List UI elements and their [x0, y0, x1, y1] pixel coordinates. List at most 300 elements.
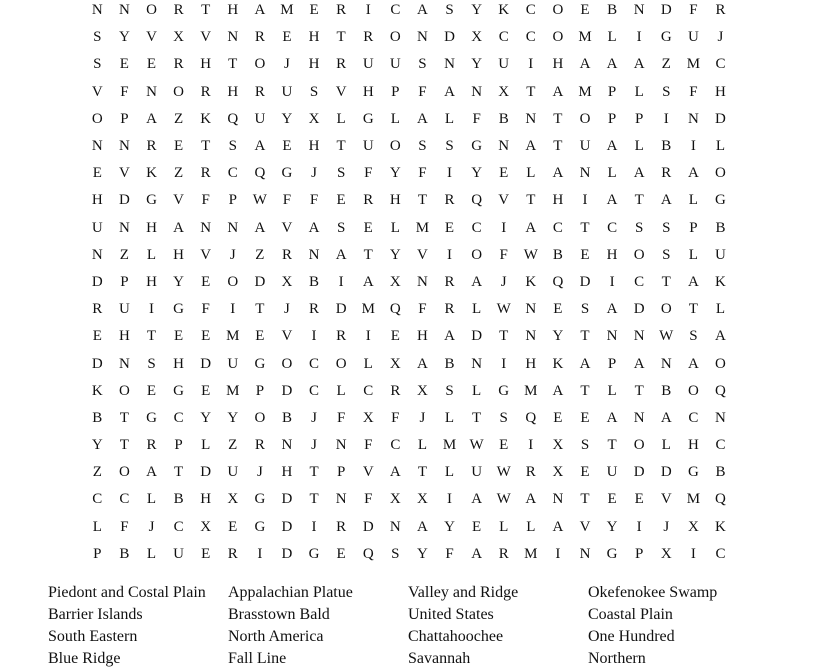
grid-letter: C	[471, 219, 483, 236]
grid-letter: A	[471, 273, 483, 290]
grid-letter: B	[92, 409, 103, 426]
grid-letter: L	[390, 110, 401, 127]
grid-letter: Q	[389, 301, 402, 318]
grid-letter: Z	[173, 165, 184, 182]
grid-letter: A	[579, 56, 591, 73]
grid-letter: K	[715, 518, 727, 535]
grid-letter: P	[635, 110, 644, 127]
grid-letter: J	[663, 518, 670, 535]
grid-letter: L	[634, 83, 645, 100]
grid-letter: O	[335, 355, 348, 372]
grid-letter: C	[363, 382, 374, 399]
grid-letter: T	[580, 219, 591, 236]
grid-letter: N	[227, 29, 239, 46]
grid-letter: U	[498, 56, 510, 73]
grid-letter: X	[687, 518, 700, 535]
grid-letter: I	[636, 518, 643, 535]
grid-letter: O	[687, 382, 700, 399]
grid-letter: S	[445, 138, 455, 155]
grid-letter: I	[609, 273, 616, 290]
grid-letter: A	[335, 246, 348, 263]
grid-letter: L	[146, 545, 157, 562]
grid-letter: E	[201, 382, 211, 399]
grid-row	[84, 459, 734, 486]
grid-letter: E	[499, 165, 509, 182]
grid-letter: A	[254, 219, 266, 236]
grid-letter: T	[634, 382, 645, 399]
grid-letter: B	[173, 491, 185, 508]
grid-letter: T	[580, 382, 591, 399]
grid-letter: A	[715, 328, 727, 345]
grid-letter: I	[311, 328, 318, 345]
grid-letter: S	[445, 2, 455, 19]
grid-letter: U	[118, 301, 131, 318]
grid-letter: O	[91, 110, 104, 127]
grid-letter: O	[715, 165, 727, 182]
grid-letter: Y	[471, 165, 483, 182]
grid-letter: G	[146, 409, 158, 426]
grid-letter: L	[607, 29, 618, 46]
grid-letter: H	[118, 328, 131, 345]
grid-letter: D	[579, 273, 591, 290]
grid-letter: L	[336, 382, 347, 399]
grid-row	[84, 133, 734, 160]
grid-letter: K	[715, 273, 727, 290]
grid-letter: I	[663, 110, 670, 127]
grid-letter: P	[174, 437, 184, 454]
grid-letter: I	[555, 545, 561, 562]
grid-letter: N	[227, 219, 239, 236]
grid-letter: M	[226, 382, 240, 399]
grid-letter: L	[201, 437, 211, 454]
grid-letter: N	[687, 110, 700, 127]
grid-letter: A	[146, 464, 158, 481]
grid-letter: Q	[715, 491, 727, 508]
grid-letter: V	[417, 246, 429, 263]
grid-letter: P	[336, 464, 346, 481]
grid-letter: D	[660, 464, 673, 481]
grid-letter: J	[284, 301, 291, 318]
grid-letter: J	[717, 29, 724, 46]
grid-row	[84, 269, 734, 296]
grid-letter: N	[389, 518, 402, 535]
grid-letter: T	[607, 437, 618, 454]
grid-letter: T	[472, 409, 482, 426]
grid-letter: P	[228, 192, 238, 209]
grid-letter: N	[91, 246, 104, 263]
grid-letter: R	[254, 83, 266, 100]
grid-letter: R	[254, 437, 266, 454]
grid-letter: N	[335, 437, 348, 454]
grid-letter: P	[607, 83, 617, 100]
grid-letter: T	[173, 464, 184, 481]
grid-letter: E	[309, 2, 320, 19]
grid-letter: M	[524, 545, 538, 562]
grid-letter: S	[309, 83, 319, 100]
grid-letter: C	[552, 219, 564, 236]
grid-letter: A	[254, 138, 266, 155]
grid-letter: N	[417, 273, 429, 290]
grid-letter: E	[201, 545, 211, 562]
grid-letter: M	[524, 382, 538, 399]
grid-letter: I	[501, 219, 507, 236]
grid-letter: K	[525, 273, 537, 290]
grid-letter: Z	[173, 110, 184, 127]
grid-letter: R	[146, 437, 157, 454]
grid-letter: T	[661, 273, 672, 290]
grid-letter: F	[418, 165, 428, 182]
grid-letter: C	[390, 2, 401, 19]
grid-letter: V	[281, 219, 293, 236]
grid-letter: M	[578, 29, 593, 46]
grid-letter: J	[148, 518, 155, 535]
grid-letter: H	[389, 192, 402, 209]
grid-letter: J	[311, 437, 318, 454]
grid-letter: P	[255, 382, 265, 399]
grid-letter: L	[92, 518, 103, 535]
grid-letter: R	[92, 301, 103, 318]
grid-letter: D	[200, 464, 212, 481]
grid-row	[84, 106, 734, 133]
grid-letter: T	[119, 437, 130, 454]
grid-letter: Q	[362, 545, 375, 562]
grid-letter: I	[501, 355, 507, 372]
grid-letter: E	[444, 219, 455, 236]
grid-letter: M	[686, 491, 701, 508]
grid-letter: A	[525, 491, 537, 508]
grid-letter: O	[254, 56, 266, 73]
grid-letter: C	[715, 437, 726, 454]
grid-letter: X	[471, 29, 483, 46]
grid-letter: A	[417, 110, 429, 127]
grid-letter: O	[660, 301, 673, 318]
grid-letter: U	[715, 246, 727, 263]
grid-letter: X	[389, 355, 402, 372]
grid-letter: J	[256, 464, 264, 481]
grid-letter: Y	[471, 56, 483, 73]
grid-letter: F	[282, 192, 292, 209]
grid-letter: V	[660, 491, 673, 508]
grid-letter: L	[444, 409, 455, 426]
grid-letter: T	[309, 464, 320, 481]
grid-letter: R	[336, 328, 347, 345]
grid-letter: O	[173, 83, 185, 100]
grid-letter: E	[173, 328, 184, 345]
grid-letter: D	[281, 545, 293, 562]
grid-letter: G	[173, 382, 185, 399]
grid-letter: Z	[661, 56, 672, 73]
grid-letter: L	[363, 355, 374, 372]
grid-letter: H	[308, 138, 320, 155]
grid-letter: X	[362, 409, 375, 426]
grid-letter: T	[580, 491, 591, 508]
grid-letter: R	[363, 192, 374, 209]
grid-letter: A	[471, 491, 483, 508]
grid-letter: Y	[471, 2, 483, 19]
grid-letter: I	[528, 56, 534, 73]
word-search-grid	[84, 0, 734, 568]
grid-letter: O	[281, 355, 293, 372]
grid-letter: O	[227, 273, 239, 290]
grid-letter: Q	[552, 273, 564, 290]
grid-row	[84, 323, 734, 350]
grid-letter: T	[688, 301, 699, 318]
grid-letter: N	[552, 491, 564, 508]
grid-letter: N	[444, 56, 456, 73]
grid-letter: H	[362, 83, 375, 100]
grid-letter: E	[336, 192, 347, 209]
grid-letter: D	[471, 328, 483, 345]
grid-row	[84, 378, 734, 405]
grid-letter: M	[361, 301, 376, 318]
grid-letter: K	[552, 355, 564, 372]
grid-letter: T	[499, 328, 509, 345]
grid-letter: Q	[227, 110, 239, 127]
grid-letter: A	[606, 409, 618, 426]
grid-letter: O	[118, 382, 131, 399]
grid-letter: D	[118, 192, 131, 209]
grid-letter: A	[525, 219, 537, 236]
grid-row	[84, 24, 734, 51]
word-list-item: United States	[408, 606, 494, 623]
grid-letter: H	[91, 192, 104, 209]
grid-letter: K	[498, 2, 510, 19]
grid-letter: A	[606, 301, 618, 318]
grid-letter: T	[580, 328, 591, 345]
grid-letter: L	[607, 165, 618, 182]
grid-letter: D	[91, 355, 104, 372]
grid-letter: X	[200, 518, 212, 535]
grid-letter: B	[281, 409, 293, 426]
grid-letter: A	[633, 165, 646, 182]
grid-letter: I	[447, 165, 453, 182]
grid-row	[84, 215, 734, 242]
grid-letter: T	[336, 138, 347, 155]
grid-letter: U	[687, 29, 700, 46]
grid-letter: E	[607, 491, 618, 508]
grid-letter: C	[498, 29, 510, 46]
grid-letter: E	[363, 219, 374, 236]
grid-letter: R	[390, 382, 401, 399]
grid-letter: V	[200, 29, 212, 46]
grid-letter: R	[173, 56, 185, 73]
grid-letter: W	[496, 301, 512, 318]
grid-letter: G	[471, 138, 483, 155]
grid-letter: M	[280, 2, 295, 19]
grid-letter: H	[227, 83, 239, 100]
grid-letter: Z	[119, 246, 130, 263]
grid-letter: V	[118, 165, 131, 182]
grid-letter: Y	[552, 328, 564, 345]
word-list-item: Okefenokee Swamp	[588, 584, 718, 601]
grid-letter: T	[363, 246, 374, 263]
grid-letter: F	[418, 301, 428, 318]
grid-letter: C	[309, 355, 320, 372]
word-list-item: Chattahoochee	[408, 628, 504, 645]
grid-letter: F	[120, 83, 130, 100]
grid-row	[84, 51, 734, 78]
grid-letter: T	[553, 110, 563, 127]
grid-letter: I	[148, 301, 155, 318]
grid-letter: J	[311, 409, 318, 426]
grid-letter: B	[309, 273, 320, 290]
grid-letter: I	[230, 301, 236, 318]
grid-letter: A	[687, 355, 700, 372]
grid-letter: N	[525, 328, 537, 345]
grid-letter: A	[471, 545, 483, 562]
grid-letter: Q	[715, 382, 727, 399]
grid-letter: I	[257, 545, 263, 562]
grid-letter: D	[91, 273, 104, 290]
grid-letter: A	[606, 192, 618, 209]
grid-letter: T	[201, 2, 211, 19]
grid-letter: P	[689, 219, 699, 236]
grid-letter: F	[364, 491, 373, 508]
grid-letter: E	[255, 328, 265, 345]
grid-letter: H	[146, 273, 158, 290]
grid-letter: H	[200, 491, 212, 508]
grid-letter: I	[447, 246, 453, 263]
grid-letter: W	[523, 246, 539, 263]
grid-letter: G	[146, 192, 158, 209]
grid-letter: S	[336, 219, 346, 236]
grid-letter: P	[607, 110, 617, 127]
grid-letter: B	[661, 382, 672, 399]
grid-letter: N	[606, 328, 618, 345]
grid-letter: F	[499, 246, 509, 263]
grid-letter: V	[91, 83, 104, 100]
grid-letter: R	[661, 165, 672, 182]
grid-letter: I	[528, 437, 534, 454]
grid-row	[84, 405, 734, 432]
grid-row	[84, 486, 734, 513]
grid-letter: T	[526, 192, 536, 209]
grid-letter: V	[498, 192, 510, 209]
grid-letter: L	[634, 138, 645, 155]
grid-letter: U	[281, 83, 293, 100]
grid-letter: S	[147, 355, 157, 372]
grid-letter: R	[227, 545, 239, 562]
grid-letter: F	[418, 83, 428, 100]
grid-letter: C	[607, 219, 618, 236]
grid-letter: E	[92, 328, 103, 345]
grid-letter: I	[447, 491, 453, 508]
grid-letter: U	[606, 464, 618, 481]
grid-letter: E	[580, 2, 591, 19]
grid-letter: D	[281, 491, 293, 508]
grid-letter: E	[119, 56, 130, 73]
grid-letter: B	[661, 138, 672, 155]
grid-letter: S	[418, 56, 428, 73]
word-list-item: Northern	[588, 650, 646, 667]
grid-letter: A	[579, 355, 591, 372]
grid-letter: A	[633, 355, 646, 372]
grid-letter: S	[93, 56, 102, 73]
grid-letter: T	[228, 56, 238, 73]
grid-letter: H	[173, 355, 185, 372]
grid-letter: Y	[444, 518, 456, 535]
grid-letter: X	[308, 110, 320, 127]
grid-letter: F	[201, 192, 211, 209]
grid-letter: H	[606, 246, 618, 263]
grid-letter: B	[119, 545, 130, 562]
grid-letter: C	[634, 273, 645, 290]
grid-letter: U	[471, 464, 483, 481]
grid-letter: D	[633, 301, 646, 318]
grid-letter: N	[715, 409, 727, 426]
word-list-item: Valley and Ridge	[408, 584, 519, 601]
grid-letter: A	[606, 56, 618, 73]
grid-letter: T	[526, 83, 536, 100]
grid-letter: Q	[254, 165, 266, 182]
grid-letter: A	[173, 219, 185, 236]
grid-letter: F	[689, 2, 699, 19]
grid-letter: V	[200, 246, 212, 263]
grid-letter: L	[607, 382, 618, 399]
grid-letter: T	[201, 138, 211, 155]
grid-letter: N	[525, 110, 537, 127]
grid-letter: H	[308, 56, 320, 73]
grid-letter: L	[472, 382, 482, 399]
grid-letter: H	[552, 192, 564, 209]
grid-letter: I	[636, 29, 643, 46]
grid-letter: A	[444, 83, 456, 100]
grid-letter: T	[417, 464, 428, 481]
grid-letter: X	[389, 491, 402, 508]
grid-letter: A	[308, 219, 320, 236]
grid-letter: X	[281, 273, 293, 290]
grid-letter: N	[91, 2, 104, 19]
grid-letter: Y	[389, 246, 402, 263]
grid-letter: G	[687, 464, 700, 481]
grid-letter: J	[311, 165, 318, 182]
grid-letter: N	[660, 355, 673, 372]
grid-letter: A	[660, 409, 673, 426]
grid-letter: X	[227, 491, 239, 508]
grid-letter: X	[389, 273, 402, 290]
grid-letter: J	[419, 409, 426, 426]
grid-letter: N	[471, 355, 483, 372]
grid-letter: E	[146, 56, 157, 73]
word-list	[48, 582, 768, 670]
word-list-item: Coastal Plain	[588, 606, 673, 623]
grid-letter: S	[228, 138, 238, 155]
grid-letter: L	[688, 246, 699, 263]
grid-row	[84, 0, 734, 24]
grid-letter: T	[417, 192, 428, 209]
grid-letter: I	[311, 518, 318, 535]
grid-letter: O	[552, 2, 564, 19]
grid-letter: L	[715, 138, 726, 155]
grid-letter: C	[227, 165, 239, 182]
grid-letter: V	[362, 464, 375, 481]
grid-letter: X	[660, 545, 673, 562]
grid-row	[84, 541, 734, 568]
grid-letter: E	[580, 246, 591, 263]
grid-letter: C	[309, 382, 320, 399]
grid-letter: L	[444, 110, 455, 127]
grid-letter: L	[499, 518, 509, 535]
grid-letter: B	[715, 219, 726, 236]
grid-letter: R	[146, 138, 157, 155]
grid-letter: O	[471, 246, 483, 263]
grid-letter: R	[444, 301, 456, 318]
grid-letter: K	[200, 110, 212, 127]
grid-letter: E	[228, 518, 238, 535]
grid-letter: G	[254, 355, 266, 372]
grid-letter: A	[444, 328, 456, 345]
grid-letter: E	[282, 138, 293, 155]
